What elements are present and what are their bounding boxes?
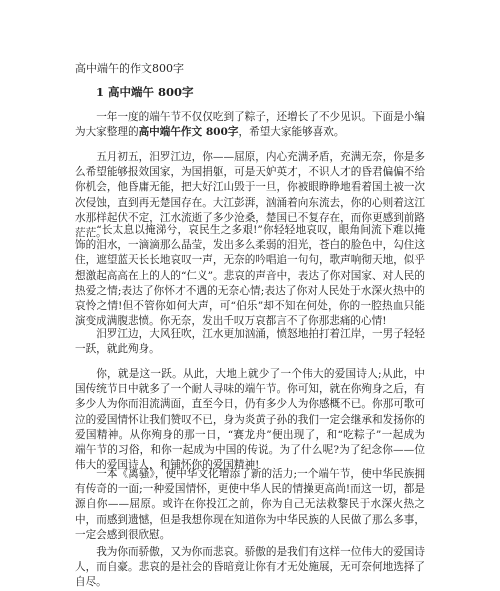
section-heading: 1 高中端午 800字 [96,85,194,99]
paragraph-text: 汨罗江边，大风狂吹，江水更加汹涌，愤怒地拍打着江岸，一男子轻轻一跃，就此殉身。 [75,328,425,356]
paragraph [75,467,425,543]
paragraph [75,545,425,591]
paragraph-text: 五月初五，汨罗江边，你——屈原，内心充满矛盾，充满无奈，你是多么希望能够报效国家，为国捐躯，可是天妒英才，不识人才的昏君偏偏不给你机会，他昏庸无能，把大好江山毁于一旦，你被眼睁睁地看着国土被一次次侵蚀，直到再无楚国存在。大江彭湃，汹涌着向东流去，你的心则着这江水那样起伏不定，江水流逝了多少沧桑，楚国已不复存在，而你更感到前路茫茫。 [75,151,425,240]
paragraph-bold-text: 高中端午作文 800字 [138,126,239,139]
paragraph [75,327,425,357]
document-title: 高中端午的作文800字 [75,62,184,75]
paragraph-text: ，希望大家能够喜欢。 [238,126,345,139]
paragraph [75,367,425,473]
paragraph-text: 我为你而骄傲，又为你而悲哀。骄傲的是我们有这样一位伟大的爱国诗人，而自豪。悲哀的是社会的昏暗竟让你有才无处施展，无可奈何地选择了自尽。 [75,546,425,589]
paragraph [75,223,425,329]
paragraph-text: 一年一度的端午节不仅仅吃到了粽子，还增长了不少见识。下面是小编为大家整理的 [75,111,425,139]
paragraph-text: 你，就是这一跃。从此，大地上就少了一个伟大的爱国诗人;从此，中国传统节日中就多了一个耐人寻味的端午节。你可知，就在你殉身之后，有多少人为你而泪流满面，直至今日，仍有多少人为你感概不已。你那可歌可泣的爱国情怀让我们赞叹不已，身为炎黄子孙的我们一定会继承和发扬你的爱国精神。从你殉身的那一日，“赛龙舟”便出现了，和“吃粽子”一起成为端午节的习俗，和你一起成为中国的传说。为了什么呢?为了纪念你——位伟大的爱国诗人，和铺怀你的爱国精神! [75,368,425,472]
paragraph-text: 一本《离骚》，使中华文化增添了新的活力;一个端午节，使中华民族拥有传奇的一面;一种爱国情怀，更使中华人民的情操更高尚!而这一切，都是源自你——屈原。或许在你投江之前，你为自己无法救黎民于水深火热之中，而感到遗憾，但是我想你现在知道你为中华民族的人民做了那么多事，一定会感到很欣慰。 [75,468,425,541]
paragraph-intro [75,110,425,140]
paragraph-text: “长太息以掩涕兮，哀民生之多艰!”你轻轻地哀叹，眼角间流下难以掩饰的泪水，一滴滴那么晶莹，发出多么柔弱的泪光，苍白的脸色中，勾住这住，遮望蓝天长长地哀叹一声，无奈的吟唱追一句句，歌声响彻天地，似乎想激起高高在上的人的“仁义”。悲哀的声音中，表达了你对国家、对人民的热爱之情;表达了你怀才不遇的无奈心情;表达了你对人民处于水深火热中的哀怜之情!但不管你如何大声，可“伯乐”却不知在何处，你的一腔热血只能演变成满腹悲愤。你无奈，发出千叹万哀都言不了你那悲痛的心情! [75,224,425,328]
